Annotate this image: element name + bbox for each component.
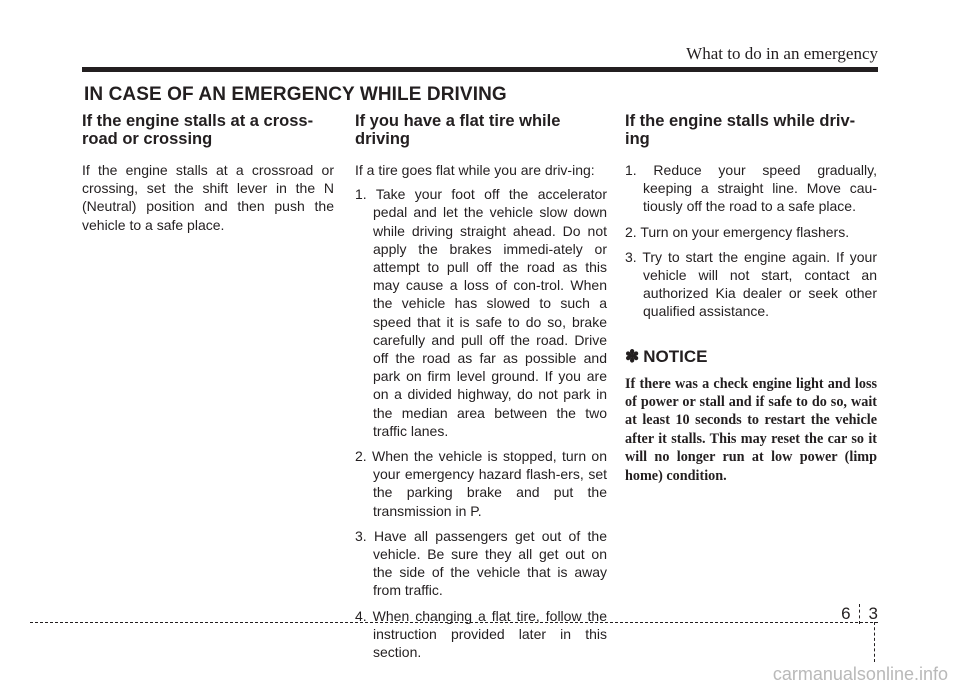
column-flat-tire	[355, 112, 607, 668]
paragraph-engine-stalls-crossing: If the engine stalls at a crossroad or crossing, set the shift lever in the N (Neutral) position and then push the vehicle to a safe place.	[82, 162, 334, 233]
section-title: IN CASE OF AN EMERGENCY WHILE DRIVING	[84, 84, 507, 105]
column-engine-stalls-driving	[625, 112, 877, 485]
list-item: 1. Take your foot off the accelerator pedal and let the vehicle slow down while driving straight ahead. Do not apply the brakes immedi-ately or attempt to pull off the road as this may cause a loss of con-trol. When the vehicle has slowed to such a speed that it is safe to do so, brake carefully and pull off the road. Drive off the road as far as possible and park on firm level ground. If you are on a divided highway, do not park in the median area between the two traffic lanes.	[355, 186, 607, 439]
column-engine-stalls-crossing	[82, 112, 334, 234]
notice-star-icon: ✽	[625, 346, 640, 366]
footer-rule	[30, 622, 878, 623]
header-rule	[82, 67, 878, 72]
engine-stalls-steps	[625, 161, 877, 321]
footer-divider	[874, 622, 875, 662]
page-number	[841, 604, 878, 624]
notice-heading	[625, 347, 877, 367]
list-item: 2. Turn on your emergency flashers.	[625, 223, 850, 240]
list-item: 1. Reduce your speed gradually, keeping a straight line. Move cau-tiously off the road to a safe place.	[625, 162, 877, 215]
running-header: What to do in an emergency	[686, 44, 878, 63]
page-number-value: 3	[868, 604, 878, 623]
page-number-separator	[859, 604, 861, 624]
list-item: 3. Try to start the engine again. If your vehicle will not start, contact an authorized Kia dealer or seek other qualified assistance.	[625, 248, 877, 320]
notice-title: NOTICE	[643, 346, 708, 366]
heading-flat-tire: If you have a flat tire while driving	[355, 112, 561, 148]
list-item: 2. When the vehicle is stopped, turn on your emergency hazard flash-ers, set the parking brake and put the transmission in P.	[355, 448, 607, 519]
flat-tire-lead: If a tire goes flat while you are driv-ing:	[355, 162, 595, 178]
flat-tire-steps	[355, 185, 607, 661]
heading-engine-stalls-driving: If the engine stalls while driv-ing	[625, 112, 856, 148]
notice-body: If there was a check engine light and loss of power or stall and if safe to do so, wait at least 10 seconds to restart the vehicle after it stalls. This may reset the car so it will no longer run at low power (limp home) condition.	[625, 375, 877, 484]
list-item: 3. Have all passengers get out of the vehicle. Be sure they all get out on the side of the vehicle that is away from traffic.	[355, 527, 607, 599]
list-item: 4. When changing a flat tire, follow the instruction provided later in this section.	[355, 607, 607, 661]
heading-engine-stalls-crossing: If the engine stalls at a cross-road or crossing	[82, 112, 314, 148]
chapter-number: 6	[841, 604, 851, 623]
watermark: carmanualsonline.info	[772, 664, 948, 684]
